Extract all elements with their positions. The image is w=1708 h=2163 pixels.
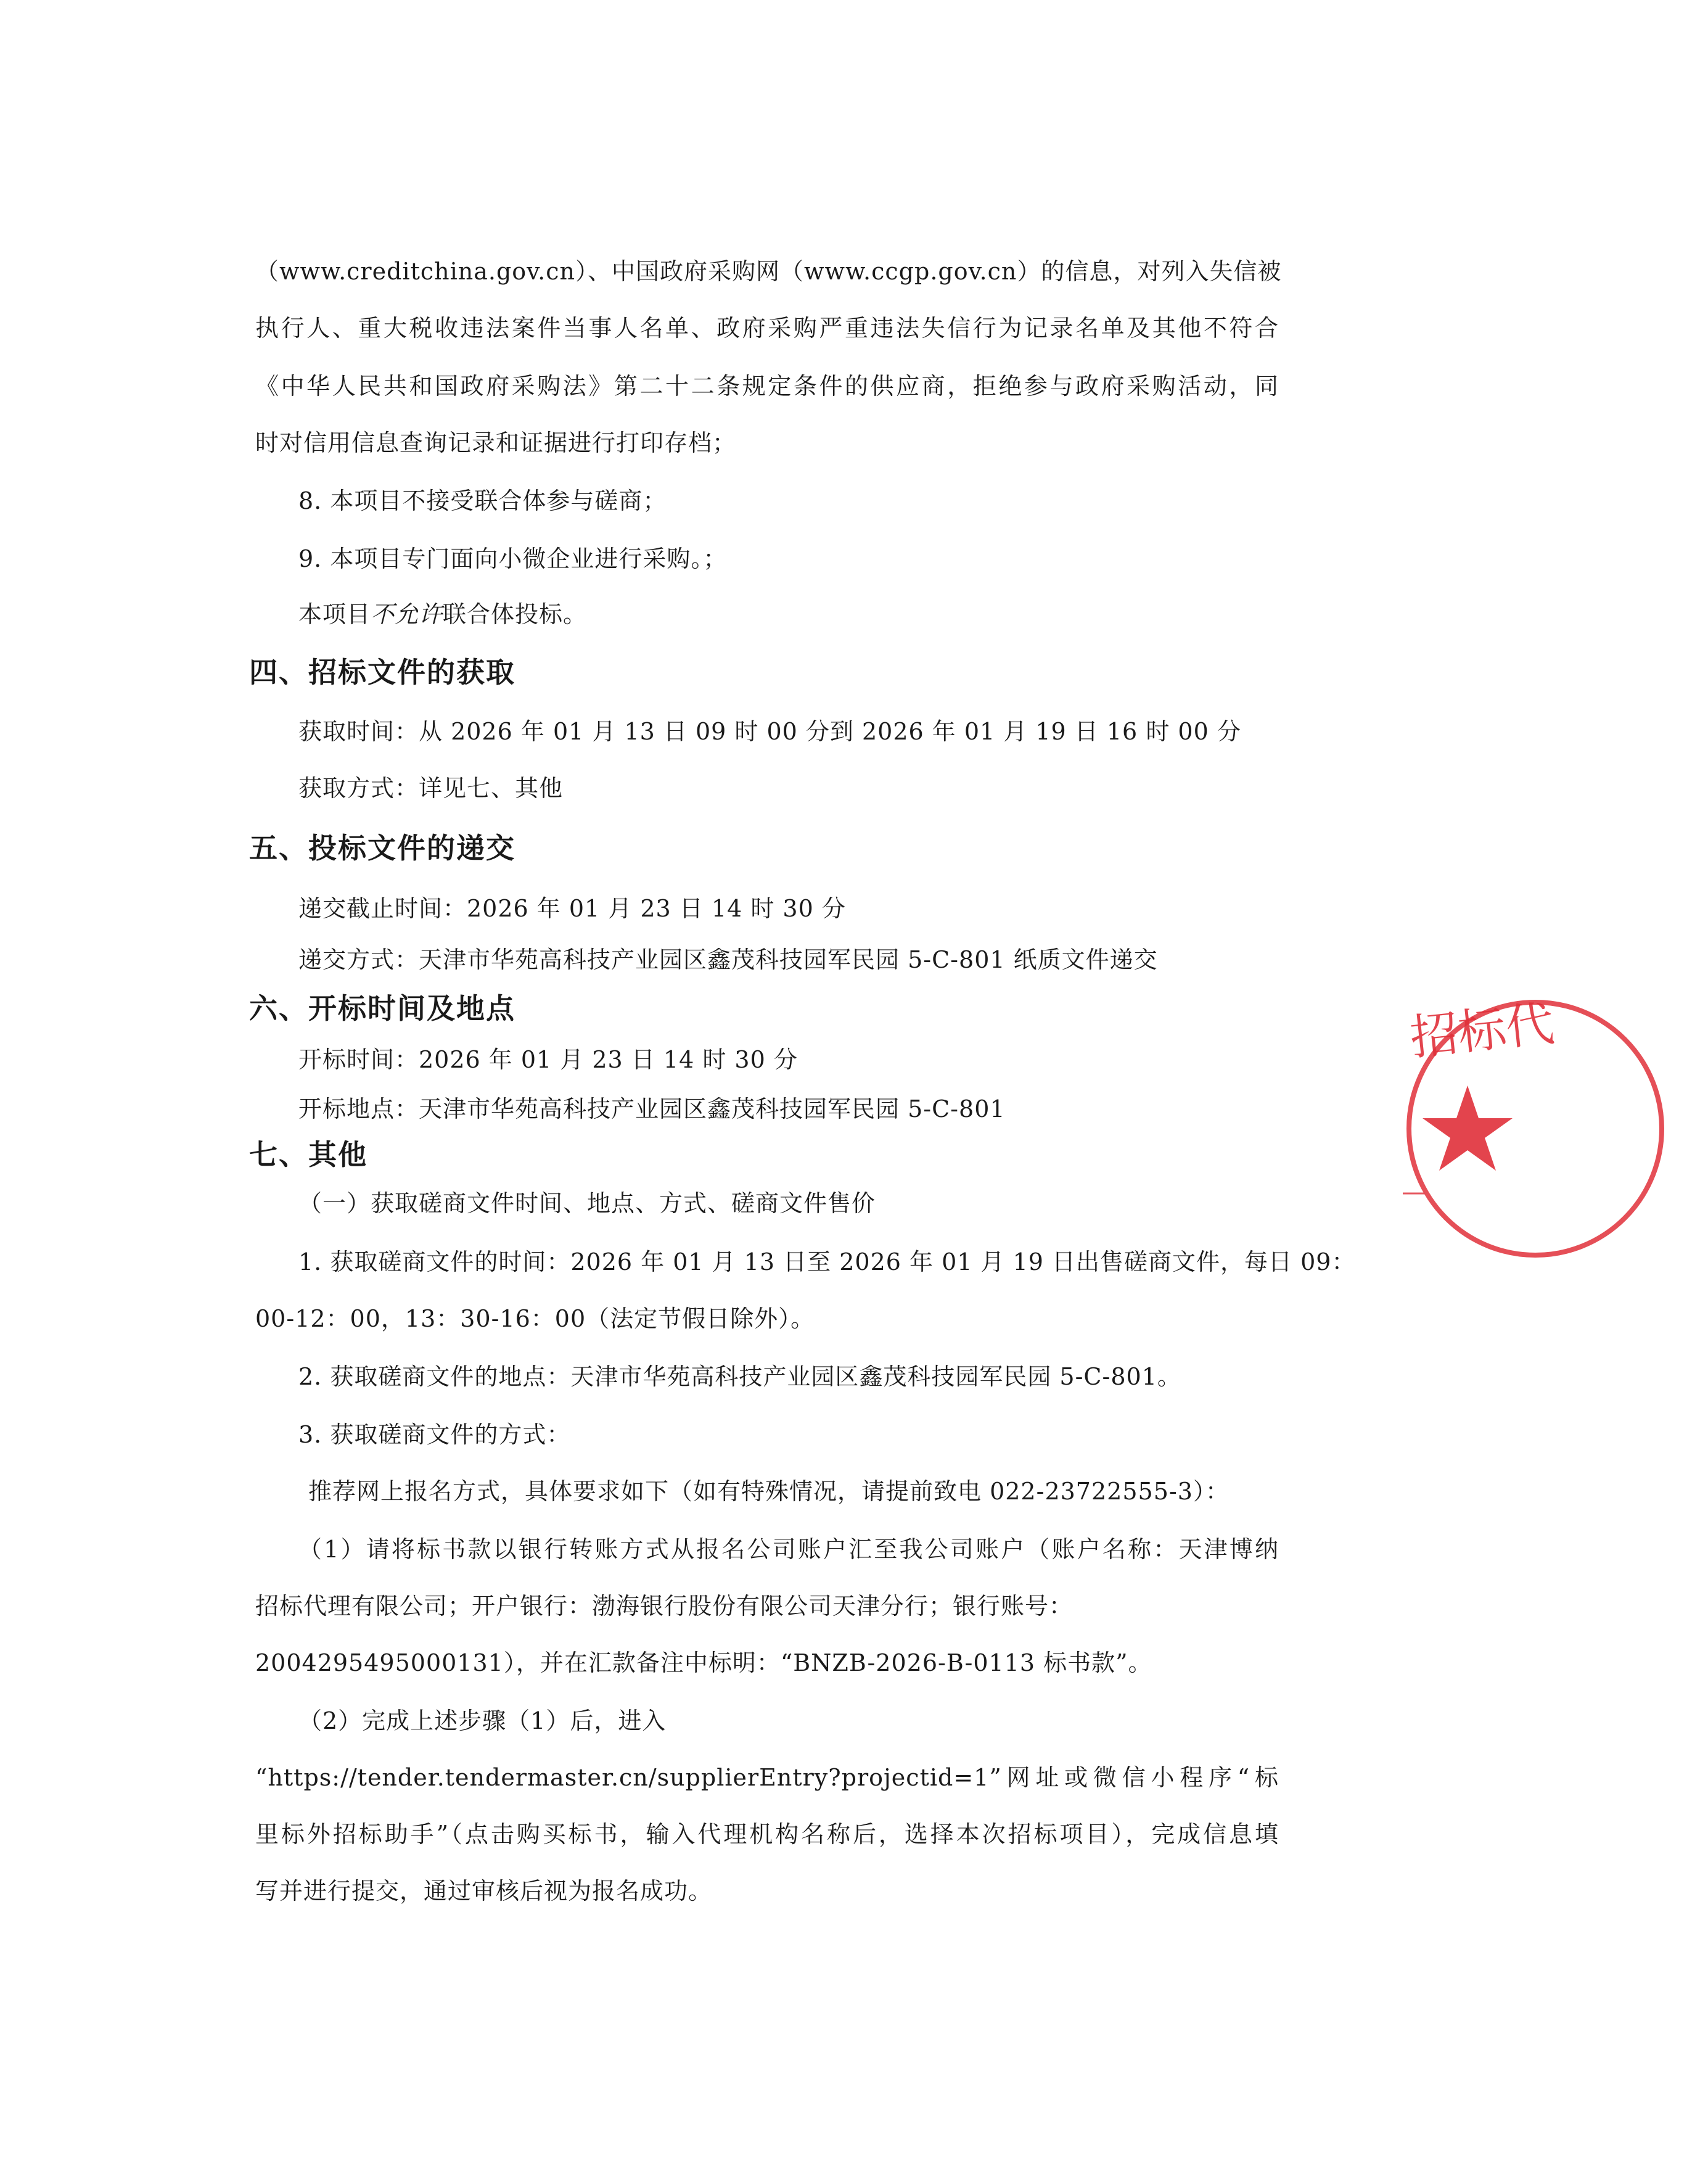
- section-heading-6: 六、开标时间及地点: [249, 992, 515, 1025]
- paragraph-line: 里标外招标助手”（点击购买标书，输入代理机构名称后，选择本次招标项目），完成信息填: [255, 1821, 1279, 1848]
- stamp-text: 招标代: [1407, 995, 1557, 1066]
- submit-method: 递交方式：天津市华苑高科技产业园区鑫茂科技园军民园 5-C-801 纸质文件递交: [298, 946, 1158, 973]
- subsection-1: （一）获取磋商文件时间、地点、方式、磋商文件售价: [298, 1190, 876, 1217]
- paragraph-line: （2）完成上述步骤（1）后，进入: [298, 1707, 667, 1734]
- list-item-8: 8. 本项目不接受联合体参与磋商；: [298, 487, 667, 514]
- paragraph-line: 2. 获取磋商文件的地点：天津市华苑高科技产业园区鑫茂科技园军民园 5-C-801。: [298, 1363, 1181, 1390]
- paragraph-line: 招标代理有限公司；开户银行：渤海银行股份有限公司天津分行；银行账号：: [255, 1592, 1074, 1620]
- section-heading-5: 五、投标文件的递交: [249, 831, 515, 865]
- paragraph-line: （www.creditchina.gov.cn）、中国政府采购网（www.ccgp.gov.cn）的信息，对列入失信被: [255, 258, 1282, 285]
- section-heading-7: 七、其他: [249, 1138, 367, 1171]
- paragraph-line: 执行人、重大税收违法案件当事人名单、政府采购严重违法失信行为记录名单及其他不符合: [255, 315, 1279, 342]
- paragraph-line: 时对信用信息查询记录和证据进行打印存档；: [255, 429, 737, 456]
- seal-stamp: [1387, 987, 1708, 1271]
- acquire-time: 获取时间：从 2026 年 01 月 13 日 09 时 00 分到 2026 年 01 月 19 日 16 时 00 分: [298, 718, 1241, 745]
- consortium-note: [298, 598, 1279, 630]
- opening-place: 开标地点：天津市华苑高科技产业园区鑫茂科技园军民园 5-C-801: [298, 1095, 1006, 1123]
- paragraph-line: 推荐网上报名方式，具体要求如下（如有特殊情况，请提前致电 022-23722555-3）：: [308, 1478, 1230, 1505]
- acquire-method: 获取方式：详见七、其他: [298, 775, 564, 802]
- paragraph-line: “https://tender.tendermaster.cn/supplierEntry?projectid=1”网址或微信小程序“标: [255, 1764, 1279, 1791]
- paragraph-line: 写并进行提交，通过审核后视为报名成功。: [255, 1877, 713, 1905]
- paragraph-line: 1. 获取磋商文件的时间：2026 年 01 月 13 日至 2026 年 01 月 19 日出售磋商文件，每日 09：: [298, 1248, 1356, 1275]
- paragraph-line: （1）请将标书款以银行转账方式从报名公司账户汇至我公司账户（账户名称：天津博纳: [298, 1536, 1279, 1563]
- consortium-italic: 不允许: [371, 601, 443, 628]
- stamp-star-icon: [1423, 1086, 1513, 1171]
- paragraph-line: 3. 获取磋商文件的方式：: [298, 1421, 571, 1448]
- paragraph-line: 2004295495000131），并在汇款备注中标明：“BNZB-2026-B-0113 标书款”。: [255, 1649, 1152, 1676]
- consortium-suffix: 联合体投标。: [443, 601, 588, 628]
- list-item-9: 9. 本项目专门面向小微企业进行采购。；: [298, 545, 728, 572]
- consortium-prefix: 本项目: [298, 601, 371, 628]
- submit-deadline: 递交截止时间：2026 年 01 月 23 日 14 时 30 分: [298, 895, 846, 922]
- opening-time: 开标时间：2026 年 01 月 23 日 14 时 30 分: [298, 1046, 798, 1073]
- section-heading-4: 四、招标文件的获取: [249, 656, 515, 689]
- paragraph-line: 00-12：00，13：30-16：00（法定节假日除外）。: [255, 1305, 815, 1332]
- paragraph-line: 《中华人民共和国政府采购法》第二十二条规定条件的供应商，拒绝参与政府采购活动，同: [255, 373, 1279, 400]
